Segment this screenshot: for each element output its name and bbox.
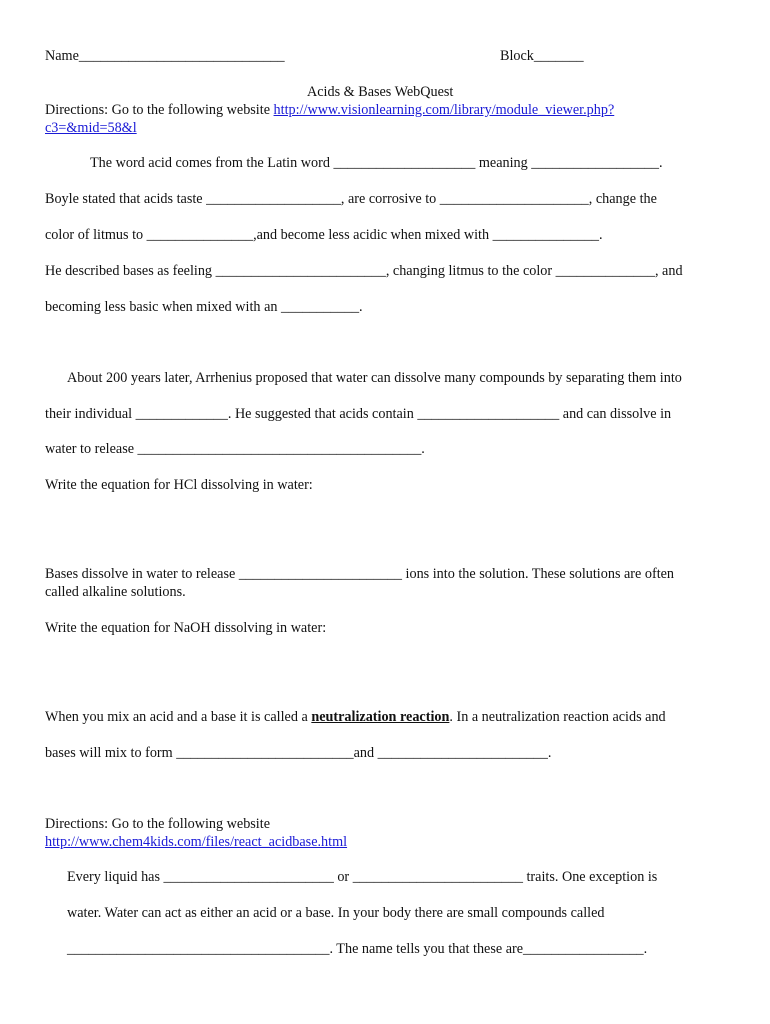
question-arrhenius-2: their individual _____________. He suggested that acids contain ____________________ and can dissolve in: [45, 406, 672, 422]
directions-1-text: Directions: Go to the following website: [45, 102, 274, 118]
chem4kids-link[interactable]: http://www.chem4kids.com/files/react_acidbase.html: [45, 834, 348, 850]
directions-2-line2: [45, 834, 347, 851]
question-arrhenius: About 200 years later, Arrhenius proposed that water can dissolve many compounds by separating them into: [67, 370, 682, 386]
question-water: water. Water can act as either an acid or a base. In your body there are small compounds called: [67, 905, 605, 921]
question-neutralization-2: bases will mix to form _________________________and ________________________.: [45, 745, 552, 761]
question-bases-basic: becoming less basic when mixed with an ___________.: [45, 299, 363, 315]
neutralization-prefix: When you mix an acid and a base it is called a: [45, 709, 312, 725]
page-title: Acids & Bases WebQuest: [307, 84, 454, 100]
question-hcl-equation: Write the equation for HCl dissolving in water:: [45, 477, 313, 493]
neutralization-term: neutralization reaction: [311, 709, 450, 725]
question-boyle-acids: Boyle stated that acids taste ___________________, are corrosive to _____________________, change the: [45, 191, 657, 207]
question-bases-feeling: He described bases as feeling ________________________, changing litmus to the color ______________, and: [45, 263, 683, 279]
question-bases-alkaline: called alkaline solutions.: [45, 584, 186, 600]
name-field-label: Name_____________________________: [45, 48, 285, 64]
question-litmus: color of litmus to _______________,and become less acidic when mixed with _______________.: [45, 227, 603, 243]
question-neutralization: [45, 709, 666, 726]
directions-1-line2: [45, 120, 137, 137]
question-bases-release: Bases dissolve in water to release _______________________ ions into the solution. These solutions are often: [45, 566, 675, 582]
neutralization-suffix: . In a neutralization reaction acids and: [449, 709, 666, 725]
visionlearning-link-part1[interactable]: http://www.visionlearning.com/library/module_viewer.php?: [273, 102, 615, 118]
visionlearning-link-part2[interactable]: c3=&mid=58&l: [45, 120, 137, 136]
question-latin-word: The word acid comes from the Latin word ____________________ meaning __________________.: [90, 155, 663, 171]
question-naoh-equation: Write the equation for NaOH dissolving in water:: [45, 620, 327, 636]
directions-2: Directions: Go to the following website: [45, 816, 270, 832]
block-field-label: Block_______: [500, 48, 584, 64]
directions-1: [45, 102, 614, 119]
question-compounds: _____________________________________. The name tells you that these are_________________.: [67, 941, 648, 957]
question-arrhenius-3: water to release ________________________________________.: [45, 441, 425, 457]
question-every-liquid: Every liquid has ________________________ or ________________________ traits. One exception is: [67, 869, 658, 885]
